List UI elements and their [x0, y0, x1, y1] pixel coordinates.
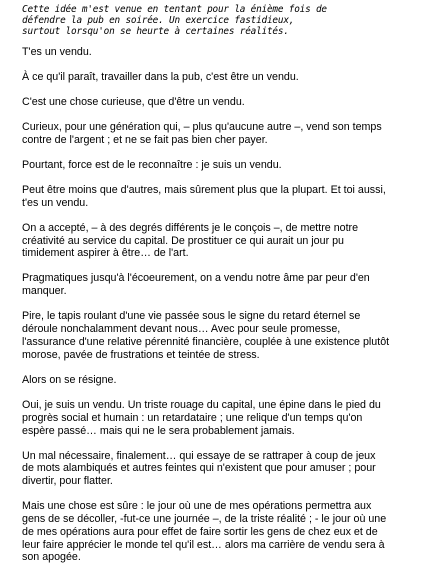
paragraph: C'est une chose curieuse, que d'être un vendu. — [22, 95, 245, 108]
document-page — [22, 4, 422, 577]
paragraph: Pourtant, force est de le reconnaître : je suis un vendu. — [22, 158, 282, 171]
paragraph: Peut être moins que d'autres, mais sûrement plus que la plupart. Et toi aussi, t'es un vendu. — [22, 183, 386, 209]
paragraph: Pragmatiques jusqu'à l'écoeurement, on a vendu notre âme par peur d'en manquer. — [22, 272, 370, 298]
paragraph: À ce qu'il paraît, travailler dans la pub, c'est être un vendu. — [22, 70, 299, 83]
paragraph: Pire, le tapis roulant d'une vie passée sous le signe du retard éternel se déroule nonchalamment devant nous… Avec pour seule promesse, l'assurance d'une relative pérennité financière, couplée à une existence plutôt morose, pavée de frustrations et teintée de stress. — [22, 310, 390, 361]
intro-note: Cette idée m'est venue en tentant pour la énième fois de défendre la pub en soirée. Un exercice fastidieux, surtout lorsqu'on se heurte à certaines réalités. — [22, 4, 327, 38]
paragraph: Alors on se résigne. — [22, 373, 117, 386]
paragraph: T'es un vendu. — [22, 45, 92, 58]
paragraph: Mais une chose est sûre : le jour où une de mes opérations permettra aux gens de se décoller, -fut-ce une journée –, de la triste réalité ; - le jour où une de mes opérations aura pour effet de faire sortir les gens de chez eux et de leur faire apprécier le monde tel qu'il est… alors ma carrière de vendu sera à son apogée. — [22, 500, 387, 564]
paragraph: On a accepté, – à des degrés différents je le conçois –, de mettre notre créativité au service du capital. De prostituer ce qui aurait un jour pu timidement aspirer à être… de l'art. — [22, 221, 359, 260]
paragraph: Oui, je suis un vendu. Un triste rouage du capital, une épine dans le pied du progrès social et humain : un retardataire ; une relique d'un temps qu'on espère passé… mais qui ne le sera probablement jamais. — [22, 398, 381, 437]
paragraph: Un mal nécessaire, finalement… qui essaye de se rattraper à coup de jeux de mots alambiqués et autres feintes qui n'existent que pour amuser ; pour divertir, pour flatter. — [22, 449, 376, 488]
paragraph: Curieux, pour une génération qui, – plus qu'aucune autre –, vend son temps contre de l'argent ; et ne se fait pas bien cher payer. — [22, 120, 382, 146]
